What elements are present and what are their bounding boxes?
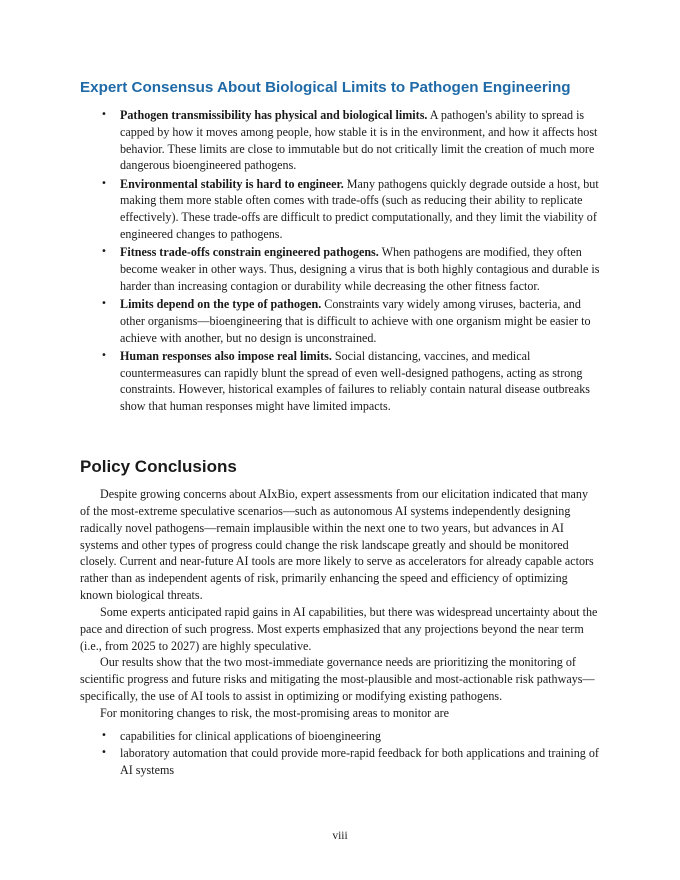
list-item xyxy=(0,176,600,243)
body-paragraph: For monitoring changes to risk, the most-promising areas to monitor are xyxy=(100,706,449,720)
bullet-text: A pathogen's ability to spread is capped by how it moves among people, how stable it is in the environment, and how it affects host behavior. These limits are close to immutable but do not critically limit the creation of much more dangerous bioengineered pathogens. xyxy=(120,108,598,173)
bullet-icon: • xyxy=(101,730,107,741)
bullet-lead: Pathogen transmissibility has physical and biological limits. xyxy=(120,108,428,122)
bullet-lead: Environmental stability is hard to engineer. xyxy=(120,176,344,191)
list-item xyxy=(0,296,600,346)
bullet-icon: • xyxy=(101,297,107,309)
list-item xyxy=(0,728,600,745)
section-heading-expert-consensus: Expert Consensus About Biological Limits to Pathogen Engineering xyxy=(80,79,571,96)
monitoring-areas-list xyxy=(0,728,680,780)
bullet-text: Social distancing, vaccines, and medical countermeasures can rapidly blunt the spread of even well-designed pathogens, acting as strong constraints. However, historical examples of failures to reliably contain natural disease outbreaks show that human responses might have limited impacts. xyxy=(120,348,591,414)
bullet-icon: • xyxy=(101,349,107,361)
bullet-text: When pathogens are modified, they often become weaker in other ways. Thus, designing a virus that is both highly contagious and durable is harder than increasing contagion or durability while decreasing the other fitness factor. xyxy=(120,245,600,293)
body-paragraph: Despite growing concerns about AIxBio, expert assessments from our elicitation indicated that many of the most-extreme speculative scenarios—such as autonomous AI systems independently designing radically novel pathogens—remain implausible within the next one to two years, but advances in AI systems and other types of progress could change the risk landscape greatly and should be monitored closely. Current and near-future AI tools are more likely to serve as accelerators for already capable actors rather than as independent agents of risk, primarily enhancing the speed and efficiency of optimizing known biological threats. xyxy=(80,487,594,603)
bullet-text: laboratory automation that could provide more-rapid feedback for both applications and training of AI systems xyxy=(120,746,599,778)
bullet-icon: • xyxy=(101,246,107,258)
body-paragraph: Our results show that the two most-immediate governance needs are prioritizing the monitoring of scientific progress and future risks and mitigating the most-plausible and most-actionable risk pathways—specifically, the use of AI tools to assist in optimizing or modifying existing pathogens. xyxy=(80,655,595,703)
biological-limits-list xyxy=(0,107,680,416)
bullet-lead: Human responses also impose real limits. xyxy=(120,348,332,363)
list-item xyxy=(0,745,600,779)
section-heading-policy-conclusions: Policy Conclusions xyxy=(80,457,237,476)
list-item xyxy=(0,107,600,174)
bullet-text: Many pathogens quickly degrade outside a host, but making them more stable often comes with trade-offs (such as reducing their ability to replicate effectively). These trade-offs are difficult to predict computationally, and they limit the viability of engineered changes to pathogens. xyxy=(120,176,599,241)
bullet-icon: • xyxy=(101,747,107,759)
list-item xyxy=(0,348,600,415)
bullet-lead: Fitness trade-offs constrain engineered pathogens. xyxy=(120,245,379,260)
bullet-icon: • xyxy=(101,109,107,120)
bullet-text: Constraints vary widely among viruses, bacteria, and other organisms—bioengineering that is difficult to achieve with one organism might be easier to achieve with another, but no design is unconstrained. xyxy=(120,296,591,345)
page-number: viii xyxy=(332,830,348,842)
bullet-text: capabilities for clinical applications of bioengineering xyxy=(120,729,381,743)
bullet-icon: • xyxy=(101,177,107,189)
list-item xyxy=(0,244,600,294)
bullet-lead: Limits depend on the type of pathogen. xyxy=(120,296,322,311)
body-paragraph: Some experts anticipated rapid gains in AI capabilities, but there was widespread uncertainty about the pace and direction of such progress. Most experts emphasized that any projections beyond the near term (i.e., from 2025 to 2027) are highly speculative. xyxy=(80,605,598,653)
